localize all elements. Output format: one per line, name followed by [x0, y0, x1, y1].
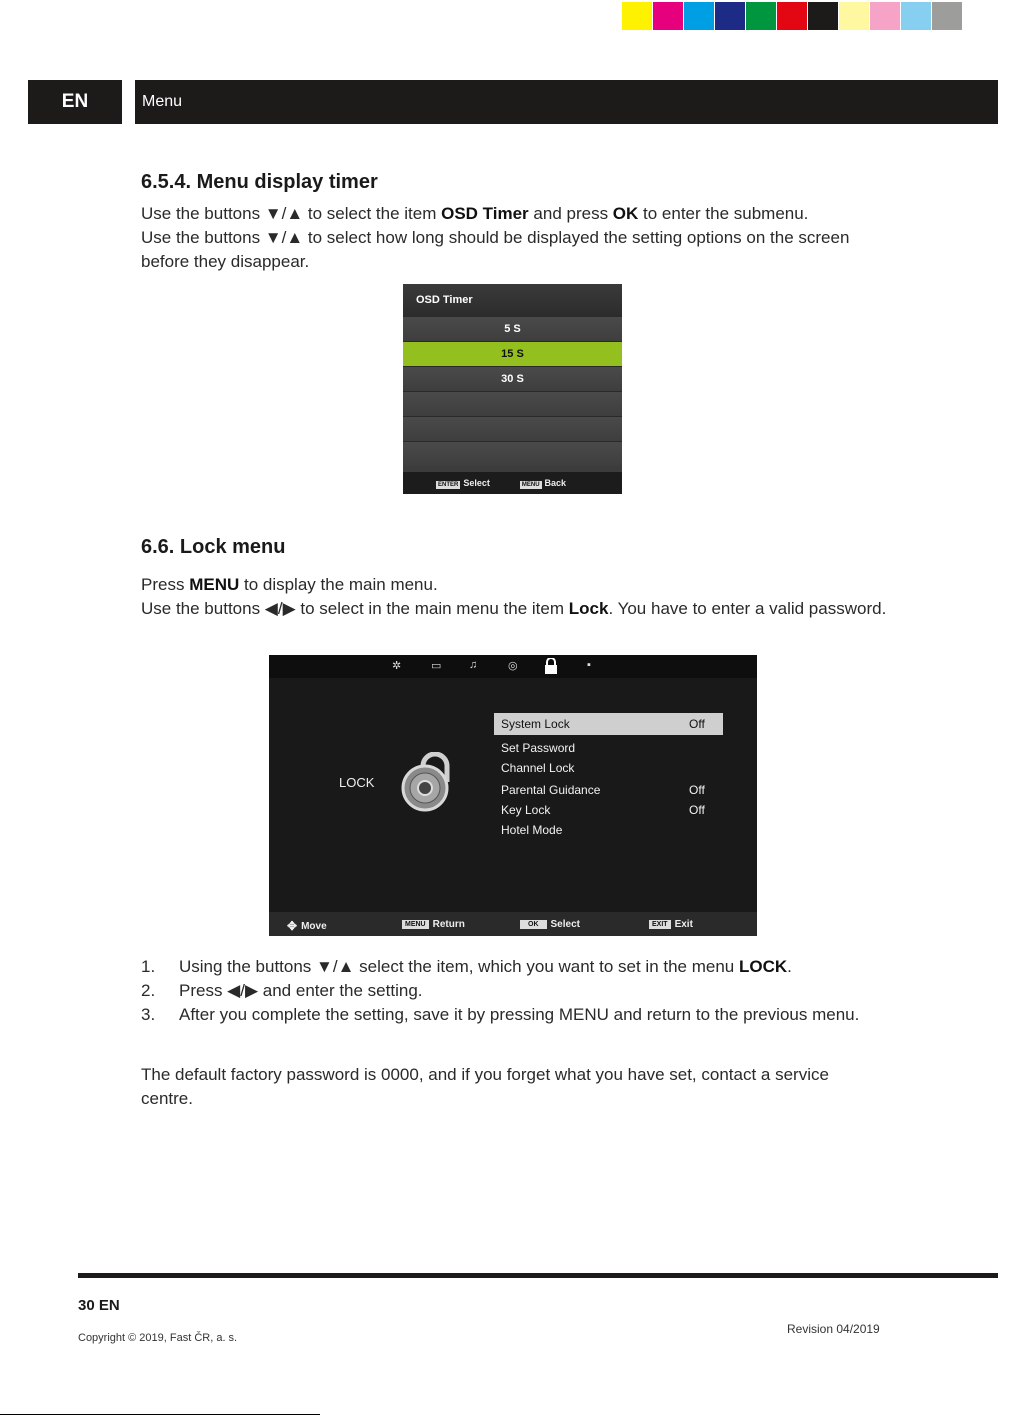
- osd-footer: [403, 472, 622, 494]
- menu-icon-bar: [269, 655, 757, 678]
- menu-item-parental-guidance: Parental Guidance Off: [501, 783, 705, 797]
- menu-item-system-lock: System Lock Off: [494, 713, 723, 735]
- color-swatch: [808, 2, 838, 30]
- clock-icon: ◎: [508, 660, 518, 672]
- color-swatch: [684, 2, 714, 30]
- music-note-icon: ♫: [469, 659, 478, 671]
- select-hint: OK Select: [520, 919, 580, 930]
- list-item: 2. Press ◀/▶ and enter the setting.: [141, 981, 423, 1000]
- osd-empty-row: [403, 391, 622, 416]
- menu-item-channel-lock: Channel Lock: [501, 761, 575, 775]
- padlock-icon: [401, 752, 457, 814]
- list-item: 1. Using the buttons ▼/▲ select the item, which you want to set in the menu LOCK.: [141, 957, 792, 976]
- lock-menu-footer: [269, 912, 757, 936]
- osd-back-hint: MENU Back: [521, 477, 567, 488]
- screen-icon: ▭: [431, 660, 442, 672]
- return-hint: MENU Return: [402, 919, 465, 930]
- paragraph: Use the buttons ◀/▶ to select in the main menu the item Lock. You have to enter a valid password.: [141, 599, 887, 618]
- menu-item-set-password: Set Password: [501, 741, 576, 755]
- list-item: 3. After you complete the setting, save it by pressing MENU and return to the previous menu.: [141, 1005, 860, 1024]
- color-swatch: [839, 2, 869, 30]
- move-hint: ✥ Move: [287, 919, 327, 933]
- osd-option: 5 S: [403, 316, 622, 341]
- paragraph: Press MENU to display the main menu.: [141, 575, 438, 594]
- lock-menu-screenshot: [269, 655, 757, 936]
- osd-title: OSD Timer: [403, 284, 622, 316]
- page-number: 30 EN: [78, 1297, 120, 1314]
- exit-hint: EXIT Exit: [649, 919, 693, 930]
- section-title-lock-menu: 6.6. Lock menu: [141, 536, 286, 558]
- menu-item-key-lock: Key Lock Off: [501, 803, 705, 817]
- move-arrows-icon: ✥: [287, 919, 298, 933]
- menu-key-icon: MENU: [402, 920, 429, 929]
- revision: Revision 04/2019: [787, 1322, 880, 1336]
- copyright: Copyright © 2019, Fast ČR, a. s.: [78, 1332, 238, 1344]
- paragraph: Use the buttons ▼/▲ to select the item OSD Timer and press OK to enter the submenu.: [141, 204, 809, 223]
- language-tag: EN: [28, 80, 122, 124]
- menu-item-hotel-mode: Hotel Mode: [501, 823, 563, 837]
- grid-icon: ▪: [587, 659, 591, 671]
- color-swatch: [901, 2, 931, 30]
- color-swatch: [932, 2, 962, 30]
- settings-icon: ✲: [392, 660, 402, 672]
- lock-menu-list: [494, 713, 723, 840]
- color-swatch: [653, 2, 683, 30]
- color-swatch: [746, 2, 776, 30]
- osd-empty-row: [403, 416, 622, 441]
- osd-option-selected: 15 S: [403, 341, 622, 366]
- exit-key-icon: EXIT: [649, 920, 671, 929]
- color-calibration-strip: [622, 2, 963, 30]
- color-swatch: [622, 2, 652, 30]
- menu-key-icon: MENU: [521, 481, 540, 488]
- ok-key-icon: OK: [520, 920, 547, 929]
- color-swatch: [870, 2, 900, 30]
- lock-icon: [544, 658, 558, 674]
- color-swatch: [777, 2, 807, 30]
- section-title-menu-timer: 6.5.4. Menu display timer: [141, 171, 378, 193]
- color-swatch: [715, 2, 745, 30]
- osd-select-hint: ENTER Select: [438, 477, 490, 488]
- section-header: Menu: [135, 80, 998, 124]
- osd-timer-screenshot: [403, 284, 622, 494]
- osd-empty-row: [403, 441, 622, 466]
- steps-list: [141, 955, 901, 1027]
- crop-line: [0, 1414, 320, 1415]
- enter-key-icon: ENTER: [438, 481, 459, 488]
- footer-divider: [78, 1273, 998, 1278]
- lock-label: LOCK: [339, 775, 375, 790]
- note-paragraph: The default factory password is 0000, and if you forget what you have set, contact a service centre.: [141, 1065, 829, 1108]
- osd-option: 30 S: [403, 366, 622, 391]
- paragraph: Use the buttons ▼/▲ to select how long should be displayed the setting options on the screen before they disappear.: [141, 228, 850, 271]
